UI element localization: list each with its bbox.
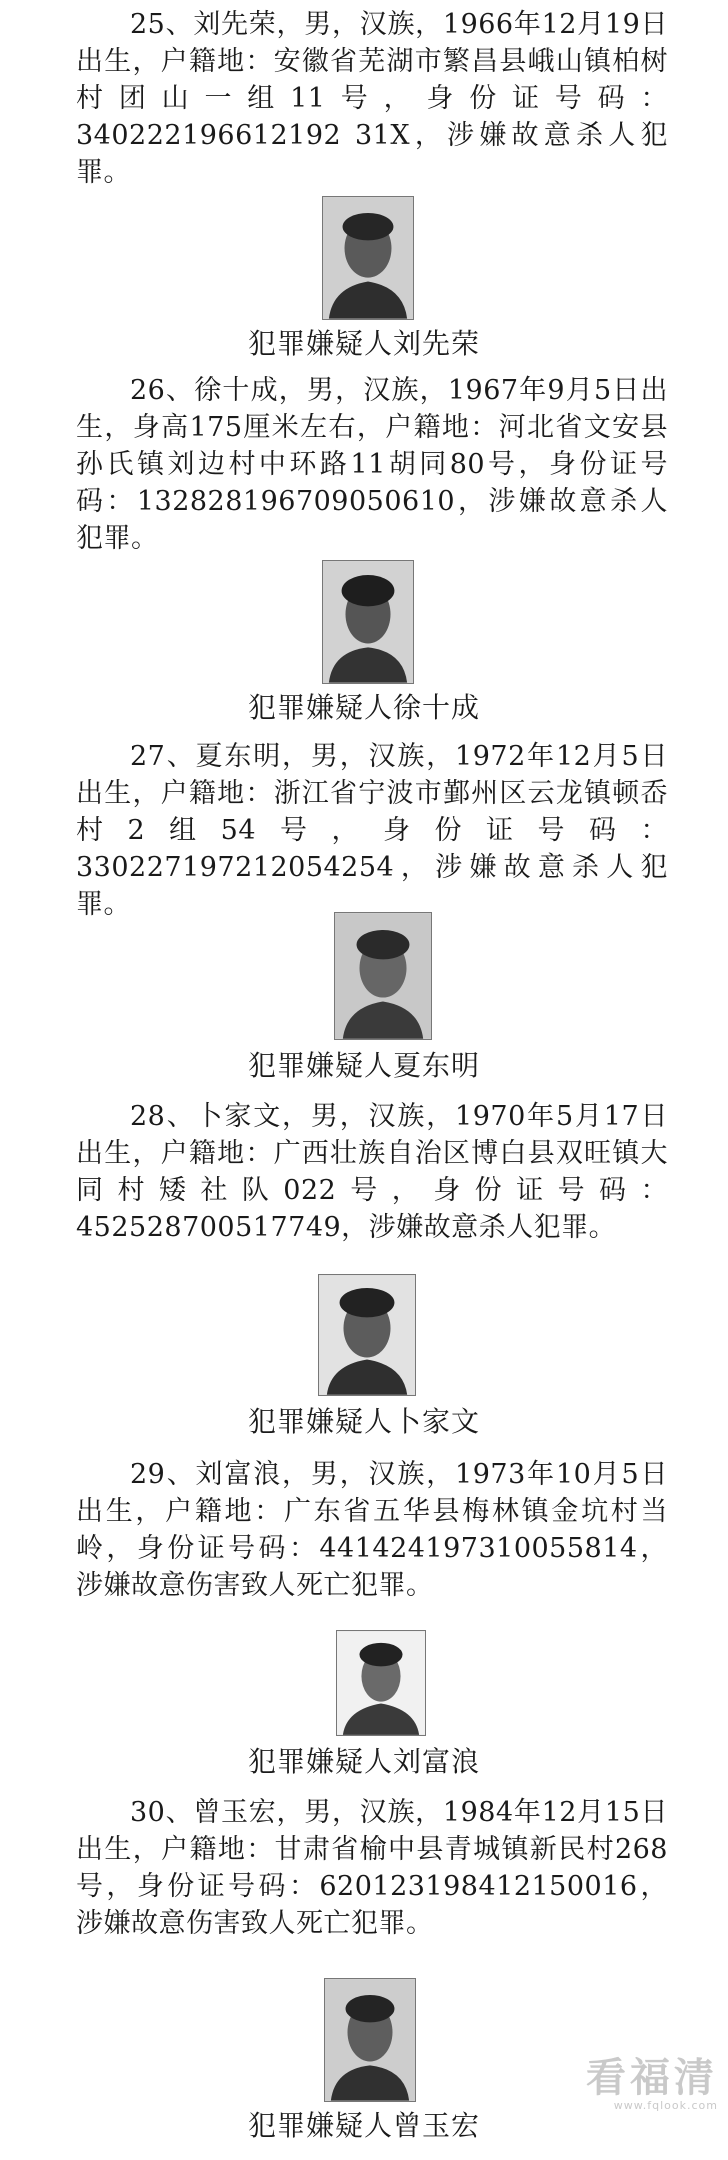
photo-caption: 犯罪嫌疑人卜家文 xyxy=(247,1405,480,1438)
suspect-entry-25 xyxy=(0,6,728,191)
watermark-url: www.fqlook.com xyxy=(613,2099,718,2112)
suspect-description: 26、徐十成，男，汉族，1967年9月5日出生，身高175厘米左右，户籍地：河北省文安县孙氏镇刘边村中环路11胡同80号，身份证号码：132828196709050610，涉嫌故意杀人犯罪。 xyxy=(76,375,668,554)
suspect-description: 27、夏东明，男，汉族，1972年12月5日出生，户籍地：浙江省宁波市鄞州区云龙镇顿岙村2组54号，身份证号码：330227197212054254，涉嫌故意杀人犯罪。 xyxy=(76,741,668,920)
suspect-entry-28 xyxy=(0,1098,728,1246)
suspect-photo xyxy=(324,1978,416,2102)
suspect-entry-26 xyxy=(0,372,728,557)
site-watermark xyxy=(586,2046,718,2112)
suspect-entry-27 xyxy=(0,738,728,923)
suspect-photo xyxy=(322,196,414,320)
photo-caption: 犯罪嫌疑人徐十成 xyxy=(247,691,480,724)
suspect-entry-29 xyxy=(0,1456,728,1604)
suspect-description: 25、刘先荣，男，汉族，1966年12月19日出生，户籍地：安徽省芜湖市繁昌县峨山镇柏树村团山一组11号，身份证号码：340222196612192 31X，涉嫌故意杀人犯罪。 xyxy=(76,9,668,188)
suspect-photo xyxy=(336,1630,426,1736)
suspect-photo xyxy=(322,560,414,684)
suspect-description: 30、曾玉宏，男，汉族，1984年12月15日出生，户籍地：甘肃省榆中县青城镇新民村268号，身份证号码：620123198412150016，涉嫌故意伤害致人死亡犯罪。 xyxy=(76,1797,668,1939)
photo-caption: 犯罪嫌疑人夏东明 xyxy=(247,1049,480,1082)
suspect-photo xyxy=(318,1274,416,1396)
photo-caption: 犯罪嫌疑人刘先荣 xyxy=(247,327,480,360)
suspect-description: 28、卜家文，男，汉族，1970年5月17日出生，户籍地：广西壮族自治区博白县双旺镇大同村矮社队022号，身份证号码：452528700517749，涉嫌故意杀人犯罪。 xyxy=(76,1101,668,1243)
photo-caption: 犯罪嫌疑人刘富浪 xyxy=(247,1745,480,1778)
suspect-description: 29、刘富浪，男，汉族，1973年10月5日出生，户籍地：广东省五华县梅林镇金坑村当岭，身份证号码：441424197310055814，涉嫌故意伤害致人死亡犯罪。 xyxy=(76,1459,668,1601)
photo-caption: 犯罪嫌疑人曾玉宏 xyxy=(247,2109,480,2142)
suspect-entry-30 xyxy=(0,1794,728,1942)
suspect-photo xyxy=(334,912,432,1040)
watermark-text: 看福清 xyxy=(586,2055,718,2101)
